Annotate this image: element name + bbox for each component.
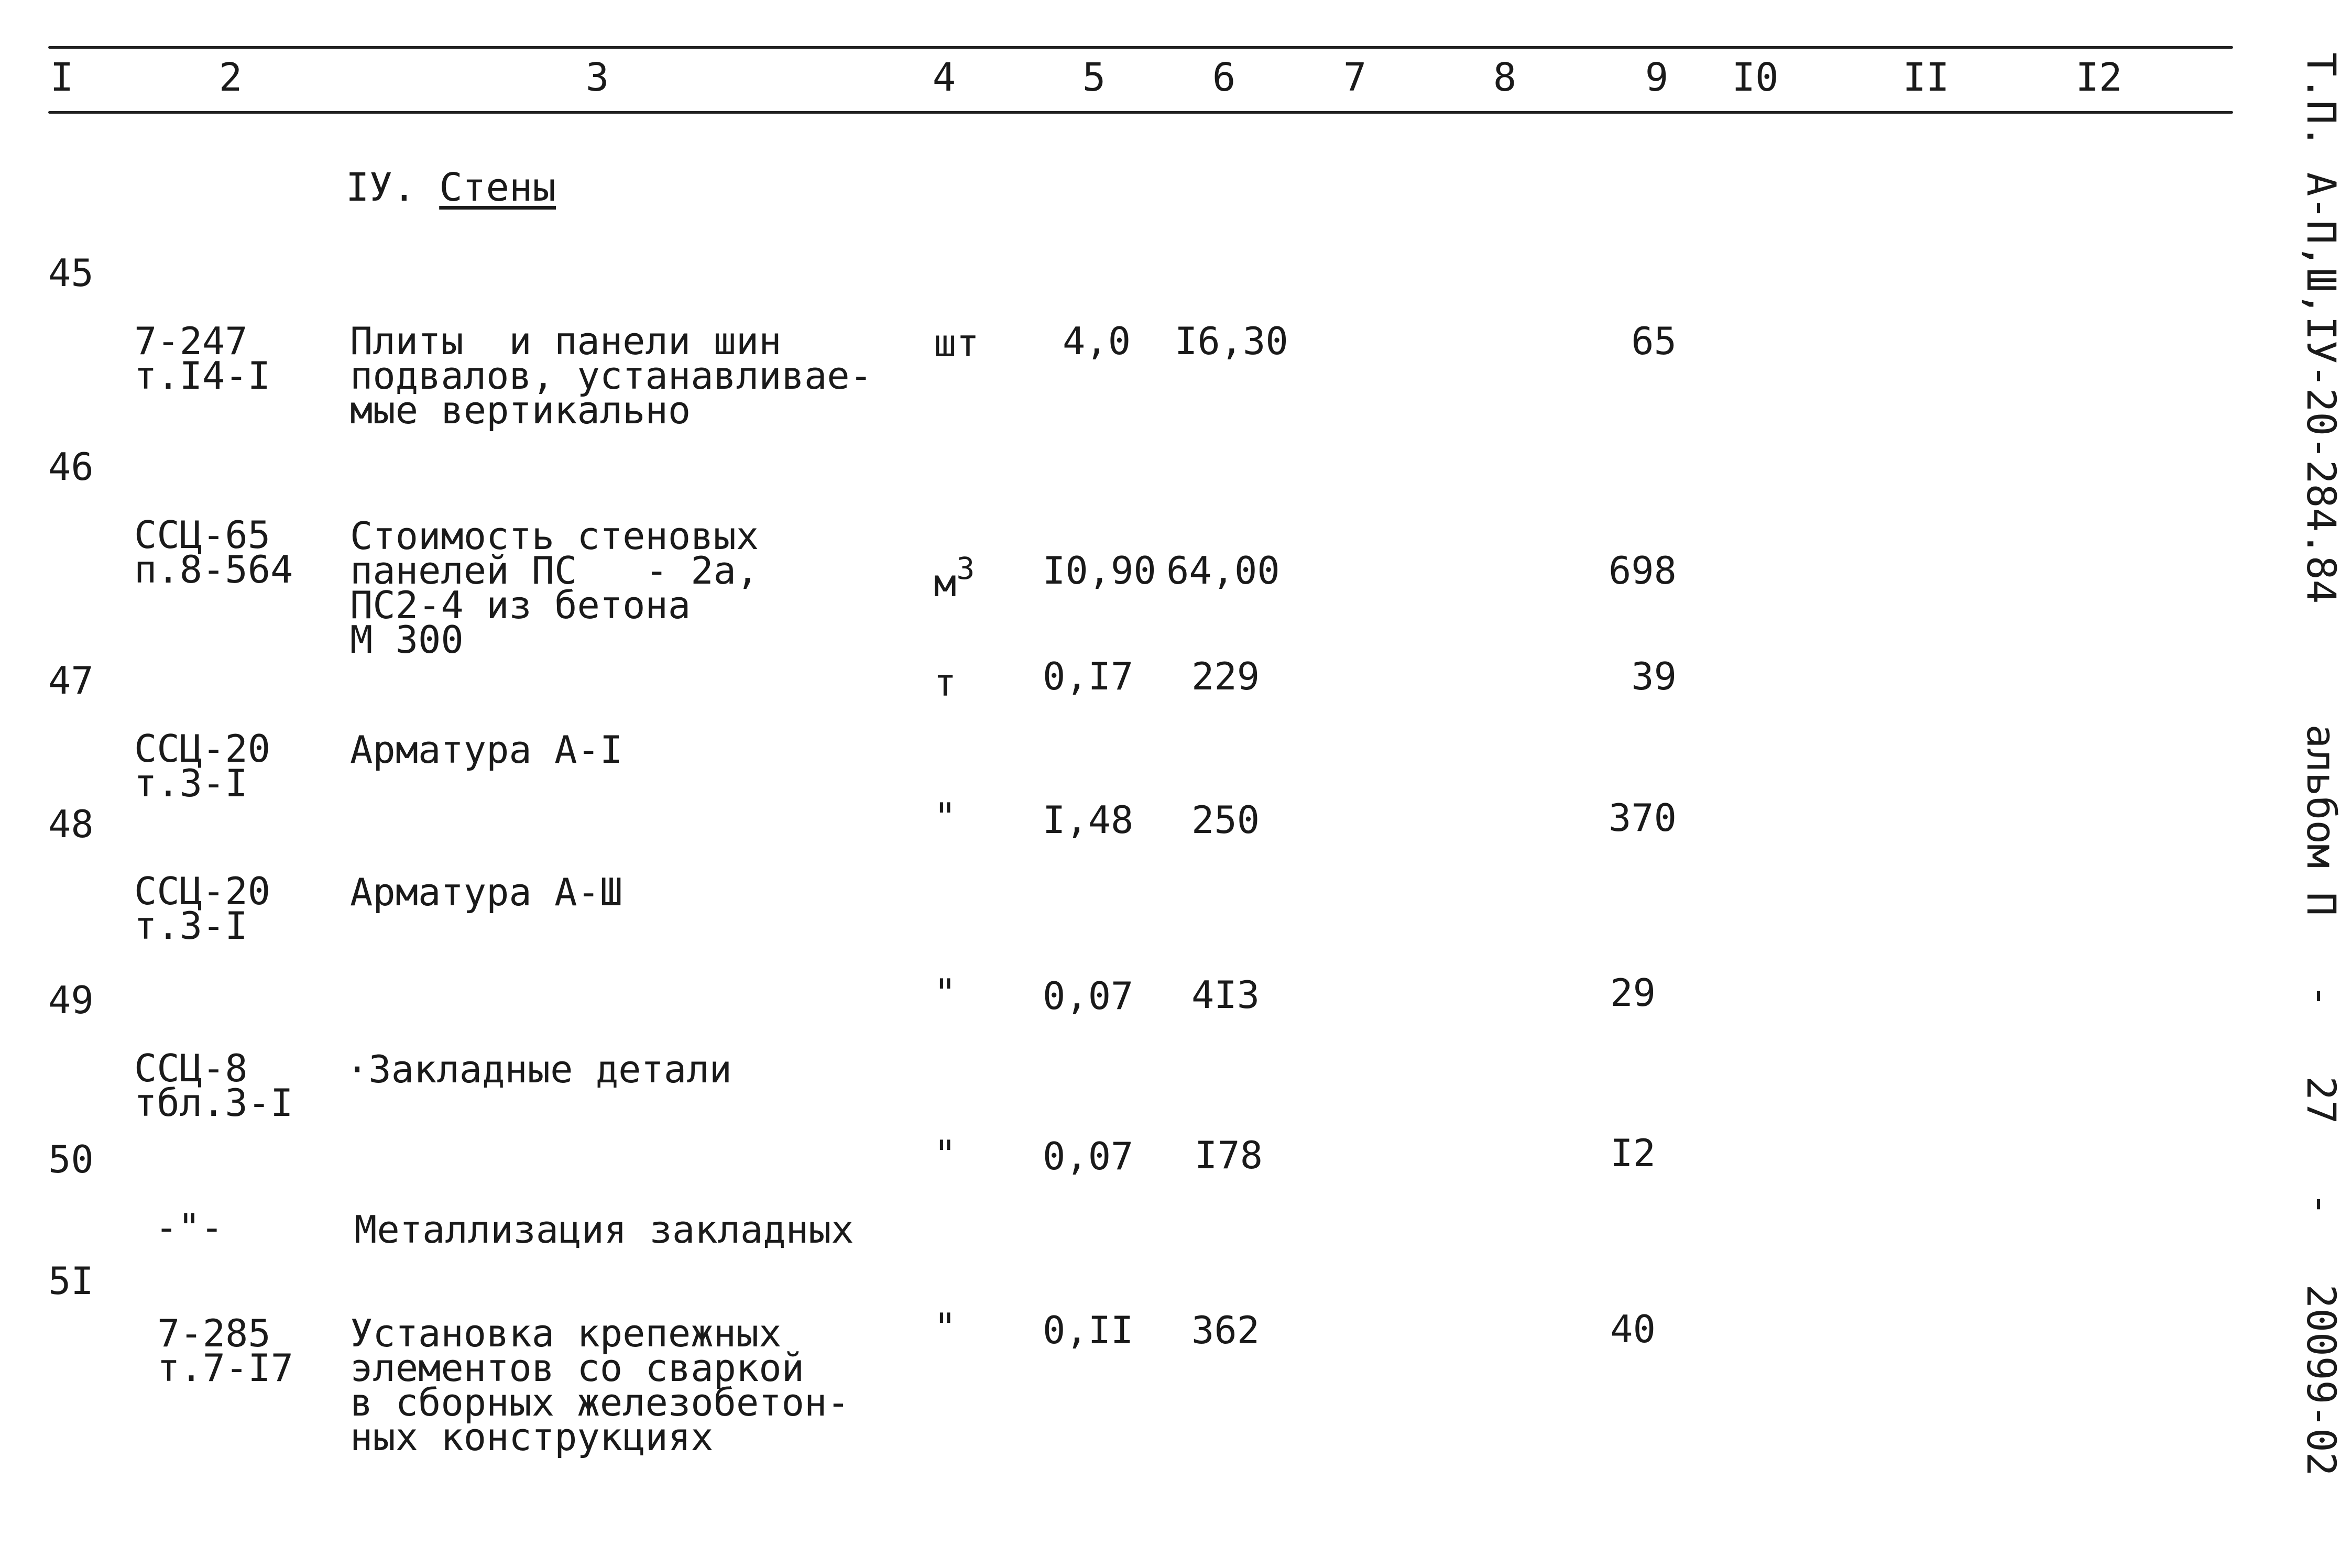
- unit: шт: [934, 321, 979, 365]
- quantity: 0,II: [1043, 1308, 1134, 1352]
- unit: ": [934, 1132, 957, 1176]
- total-cost: 29: [1610, 971, 1656, 1015]
- norm-code: 7-247 т.I4-I: [134, 319, 271, 398]
- quantity: I,48: [1043, 798, 1134, 842]
- separator-dash: -: [2298, 1192, 2345, 1216]
- unit-superscript: 3: [956, 551, 975, 586]
- norm-code: 7-285 т.7-I7: [157, 1311, 294, 1390]
- document-code: 20099-02: [2298, 1284, 2345, 1476]
- unit-price: 250: [1191, 798, 1260, 842]
- column-header-2: 2: [218, 55, 243, 100]
- column-header-4: 4: [932, 55, 956, 100]
- header-bottom-rule: [48, 111, 2233, 114]
- unit: $м^3$: [934, 551, 975, 605]
- work-description: Стоимость стеновых панелей ПС - 2а, ПС2-4 из бетона М 300: [350, 514, 759, 662]
- unit-price: I6,30: [1175, 319, 1288, 363]
- unit-price: I78: [1195, 1133, 1263, 1177]
- separator-dash: -: [2298, 984, 2345, 1008]
- page-number: 27: [2298, 1076, 2345, 1124]
- unit: ": [934, 971, 957, 1015]
- unit: т: [934, 661, 957, 705]
- row-number: 48: [48, 802, 94, 846]
- row-number: 45: [48, 251, 94, 295]
- column-header-7: 7: [1343, 55, 1367, 100]
- work-description: Установка крепежных элементов со сваркой в сборных железобетон- ных конструкциях: [350, 1311, 850, 1459]
- work-description: ·Закладные детали: [346, 1047, 732, 1091]
- column-header-11: II: [1902, 55, 1950, 100]
- column-header-1: I: [50, 55, 74, 100]
- norm-code: -"-: [155, 1205, 224, 1249]
- quantity: 4,0: [1063, 319, 1131, 363]
- section-number: IУ.: [346, 165, 416, 210]
- row-number: 50: [48, 1137, 94, 1181]
- unit-price: 229: [1191, 654, 1260, 698]
- total-cost: 698: [1608, 549, 1677, 593]
- header-top-rule: [48, 46, 2233, 49]
- album-label: альбом П: [2298, 724, 2345, 916]
- total-cost: 39: [1631, 654, 1677, 698]
- project-code: Т.П. А-П,Ш,IУ-20-284.84: [2298, 52, 2345, 604]
- unit: ": [934, 1305, 957, 1349]
- column-header-6: 6: [1212, 55, 1236, 100]
- column-header-10: I0: [1732, 55, 1779, 100]
- quantity: I0,90: [1043, 549, 1156, 593]
- quantity: 0,07: [1043, 1134, 1134, 1178]
- column-header-5: 5: [1082, 55, 1106, 100]
- total-cost: 65: [1631, 319, 1677, 363]
- row-number: 5I: [48, 1259, 94, 1303]
- side-stamp: [2295, 52, 2347, 1476]
- section-heading: [346, 167, 556, 209]
- row-number: 46: [48, 445, 94, 489]
- norm-code: ССЦ-20 т.3-I: [134, 869, 271, 948]
- norm-code: ССЦ-8 тбл.3-I: [134, 1046, 293, 1125]
- unit: ": [934, 795, 957, 839]
- quantity: 0,07: [1043, 974, 1134, 1018]
- row-number: 47: [48, 659, 94, 703]
- row-number: 49: [48, 978, 94, 1022]
- total-cost: 370: [1608, 796, 1677, 840]
- total-cost: 40: [1610, 1307, 1656, 1351]
- unit-price: 362: [1191, 1308, 1260, 1352]
- unit-price: 64,00: [1166, 549, 1280, 593]
- side-stamp-text: [2295, 52, 2347, 1476]
- norm-code: ССЦ-65 п.8-564: [134, 513, 293, 591]
- total-cost: I2: [1610, 1131, 1656, 1175]
- unit-price: 4I3: [1191, 973, 1260, 1017]
- section-title: Стены: [439, 165, 556, 210]
- work-description: Плиты и панели шин подвалов, устанавливае- мые вертикально: [350, 319, 872, 432]
- work-description: Арматура А-Ш: [350, 870, 623, 914]
- work-description: Арматура А-I: [350, 728, 623, 772]
- column-header-12: I2: [2075, 55, 2123, 100]
- quantity: 0,I7: [1043, 654, 1134, 698]
- column-header-8: 8: [1493, 55, 1517, 100]
- work-description: Металлизация закладных: [354, 1208, 854, 1252]
- norm-code: ССЦ-20 т.3-I: [134, 727, 271, 805]
- column-header-9: 9: [1645, 55, 1669, 100]
- column-header-3: 3: [585, 55, 609, 100]
